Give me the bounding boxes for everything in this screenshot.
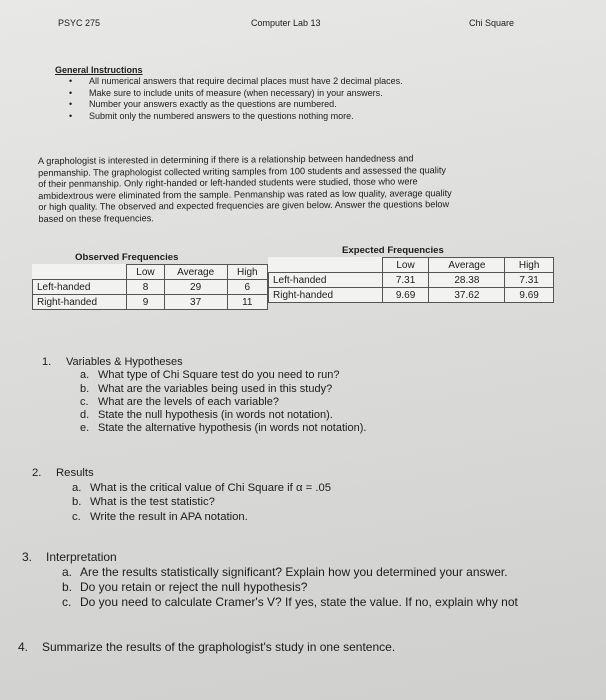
intro-line: or high quality. The observed and expected frequencies are given below. Answer the questions below — [38, 199, 450, 213]
intro-line: A graphologist is interested in determining if there is a relationship between handedness and — [38, 153, 414, 166]
sub-question — [80, 369, 562, 382]
sub-text: State the alternative hypothesis (in words not notation). — [98, 422, 367, 435]
observed-table — [32, 264, 268, 310]
sub-text: State the null hypothesis (in words not notation). — [98, 409, 333, 422]
table-cell: 9.69 — [382, 288, 429, 303]
sub-question — [72, 510, 572, 525]
question-title: Variables & Hypotheses — [66, 356, 183, 368]
question-number: 3. — [22, 550, 33, 564]
sub-text: Are the results statistically significant? Explain how you determined your answer. — [80, 565, 508, 579]
sub-question — [62, 580, 606, 595]
column-header: High — [505, 258, 554, 273]
question-number: 4. — [18, 640, 29, 654]
sub-text: What are the levels of each variable? — [98, 395, 279, 408]
instructions-list — [55, 76, 525, 122]
instruction-item: • Make sure to include units of measure (when necessary) in your answers. — [69, 88, 525, 100]
sub-text: Write the result in APA notation. — [90, 510, 248, 523]
sub-question — [72, 481, 572, 496]
question-2 — [32, 466, 572, 524]
table-row — [269, 288, 554, 303]
sub-question — [80, 396, 562, 409]
sub-text: Do you need to calculate Cramer's V? If yes, state the value. If no, explain why not — [80, 595, 518, 609]
question-title: Results — [56, 467, 94, 479]
sub-text: What type of Chi Square test do you need to run? — [98, 369, 340, 382]
problem-description — [38, 152, 578, 225]
column-header: Low — [127, 265, 164, 280]
sub-letter: c. — [80, 395, 89, 408]
sub-letter: d. — [80, 409, 90, 422]
table-cell: 7.31 — [505, 273, 554, 288]
table-cell: 6 — [227, 280, 267, 295]
expected-title: Expected Frequencies — [342, 245, 444, 256]
intro-line: of their penmanship. Only right-handed or left-handed students were studied, those who were — [38, 176, 418, 190]
intro-line: ambidextrous were eliminated from the sample. Penmanship was rated as low quality, average quality — [38, 187, 452, 201]
general-instructions — [55, 65, 525, 122]
sub-question — [80, 422, 562, 435]
table-header-row — [33, 265, 268, 280]
sub-question — [80, 383, 562, 396]
sub-question — [62, 595, 606, 610]
sub-letter: a. — [80, 369, 90, 382]
table-header-row — [269, 258, 554, 273]
empty-cell — [269, 258, 383, 273]
empty-cell — [33, 265, 127, 280]
table-cell: 8 — [127, 280, 164, 295]
sub-text: What is the test statistic? — [90, 496, 215, 508]
expected-table — [268, 257, 554, 303]
intro-line: penmanship. The graphologist collected writing samples from 100 students and assessed the quality — [38, 164, 447, 178]
question-4 — [18, 640, 578, 655]
question-3 — [22, 550, 606, 610]
question-1 — [42, 356, 562, 436]
table-cell: 9.69 — [505, 288, 554, 303]
sub-letter: b. — [80, 382, 90, 395]
question-number: 2. — [32, 467, 42, 479]
instructions-heading: General Instructions — [55, 65, 143, 75]
topic-title: Chi Square — [469, 18, 515, 28]
sub-text: Do you retain or reject the null hypothesis? — [80, 580, 308, 594]
table-cell: 11 — [227, 295, 267, 310]
sub-question — [80, 409, 562, 422]
sub-letter: a. — [72, 481, 82, 494]
row-label: Right-handed — [33, 295, 127, 310]
instruction-item: • Number your answers exactly as the questions are numbered. — [69, 99, 525, 111]
table-cell: 37.62 — [429, 288, 505, 303]
sub-letter: c. — [62, 595, 72, 609]
sub-letter: b. — [72, 496, 82, 508]
sub-text: What are the variables being used in this study? — [98, 382, 333, 395]
sub-letter: b. — [62, 580, 73, 594]
intro-line: based on these frequencies. — [38, 213, 154, 224]
column-header: High — [227, 265, 267, 280]
sub-letter: c. — [72, 510, 81, 523]
table-row — [33, 295, 268, 310]
table-cell: 28.38 — [429, 273, 505, 288]
instruction-item: • All numerical answers that require decimal places must have 2 decimal places. — [69, 76, 525, 88]
sub-question — [72, 495, 572, 510]
course-code: PSYC 275 — [58, 18, 101, 28]
table-row — [269, 273, 554, 288]
question-title: Interpretation — [46, 550, 117, 564]
question-title: Summarize the results of the graphologist's study in one sentence. — [42, 640, 396, 654]
table-cell: 37 — [164, 295, 227, 310]
sub-text: What is the critical value of Chi Square if α = .05 — [90, 481, 332, 494]
row-label: Left-handed — [33, 280, 127, 295]
observed-title: Observed Frequencies — [75, 252, 179, 263]
sub-letter: e. — [80, 422, 90, 435]
table-cell: 7.31 — [382, 273, 429, 288]
column-header: Low — [382, 258, 429, 273]
instruction-item: • Submit only the numbered answers to the questions nothing more. — [69, 111, 525, 123]
lab-title: Computer Lab 13 — [251, 18, 321, 28]
sub-letter: a. — [62, 565, 73, 579]
table-cell: 9 — [127, 295, 164, 310]
row-label: Left-handed — [269, 273, 383, 288]
column-header: Average — [164, 265, 227, 280]
question-number: 1. — [42, 356, 52, 368]
column-header: Average — [429, 258, 505, 273]
row-label: Right-handed — [269, 288, 383, 303]
table-row — [33, 280, 268, 295]
table-cell: 29 — [164, 280, 227, 295]
sub-question — [62, 565, 606, 580]
